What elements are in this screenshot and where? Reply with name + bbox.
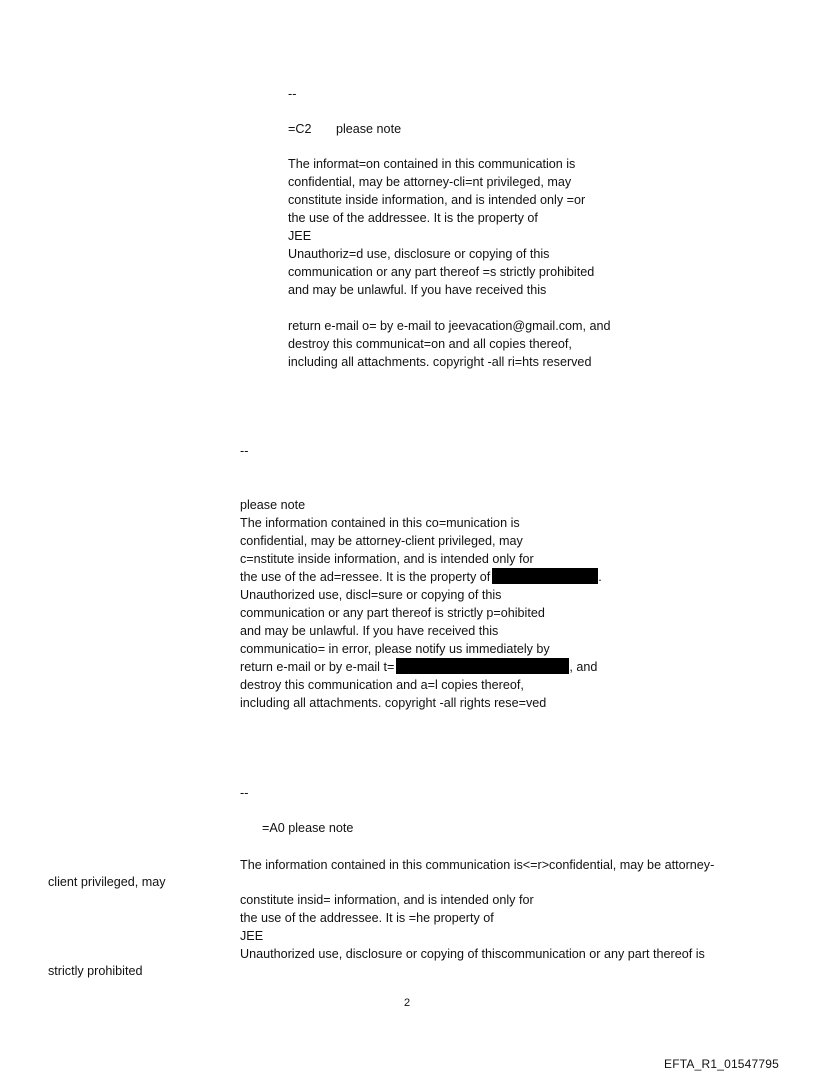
redaction-box xyxy=(492,568,598,584)
body-line: JEE xyxy=(288,229,312,243)
body-line: destroy this communication and a=l copies thereof, xyxy=(240,678,524,692)
body-line-with-redaction xyxy=(240,568,602,586)
note-heading: please note xyxy=(240,498,306,512)
body-line: including all attachments. copyright -all rights rese=ved xyxy=(240,696,547,710)
redaction-box xyxy=(396,658,569,674)
body-line: The informat=on contained in this communication is xyxy=(288,157,576,171)
separator: -- xyxy=(240,786,249,800)
note-heading: =A0 please note xyxy=(262,821,354,835)
body-line: constitute insid= information, and is intended only for xyxy=(240,893,534,907)
body-text: the use of the ad=ressee. It is the property of xyxy=(240,570,491,584)
body-line: communication or any part thereof is strictly p=ohibited xyxy=(240,606,545,620)
body-line: including all attachments. copyright -all ri=hts reserved xyxy=(288,355,592,369)
document-id: EFTA_R1_01547795 xyxy=(664,1057,780,1071)
body-line: The information contained in this co=munication is xyxy=(240,516,520,530)
note-heading: =C2 please note xyxy=(288,122,402,136)
body-line: return e-mail o= by e-mail to jeevacation@gmail.com, and xyxy=(288,319,611,333)
body-line: confidential, may be attorney-cli=nt privileged, may xyxy=(288,175,572,189)
body-line-with-redaction xyxy=(240,658,597,676)
body-line: JEE xyxy=(240,929,264,943)
body-line: the use of the addressee. It is the property of xyxy=(288,211,538,225)
body-line: and may be unlawful. If you have received this xyxy=(288,283,547,297)
body-line-wrap: client privileged, may xyxy=(48,875,166,889)
body-line: c=nstitute inside information, and is intended only for xyxy=(240,552,534,566)
separator: -- xyxy=(240,444,249,458)
body-line: communicatio= in error, please notify us immediately by xyxy=(240,642,550,656)
body-line: and may be unlawful. If you have received this xyxy=(240,624,499,638)
body-line: constitute inside information, and is intended only =or xyxy=(288,193,586,207)
page-number: 2 xyxy=(404,997,411,1009)
body-line: Unauthorized use, disclosure or copying of thiscommunication or any part thereof is xyxy=(240,947,705,961)
body-line: the use of the addressee. It is =he property of xyxy=(240,911,494,925)
separator: -- xyxy=(288,87,297,101)
body-line-wrap: strictly prohibited xyxy=(48,964,143,978)
body-line: Unauthoriz=d use, disclosure or copying of this xyxy=(288,247,550,261)
body-text: , and xyxy=(569,660,598,674)
body-line: communication or any part thereof =s strictly prohibited xyxy=(288,265,595,279)
body-line: The information contained in this communication is<=r>confidential, may be attorney- xyxy=(240,858,715,872)
body-line: destroy this communicat=on and all copies thereof, xyxy=(288,337,572,351)
body-line: confidential, may be attorney-client privileged, may xyxy=(240,534,523,548)
body-text: . xyxy=(598,570,602,584)
body-text: return e-mail or by e-mail t= xyxy=(240,660,395,674)
body-line: Unauthorized use, discl=sure or copying of this xyxy=(240,588,502,602)
